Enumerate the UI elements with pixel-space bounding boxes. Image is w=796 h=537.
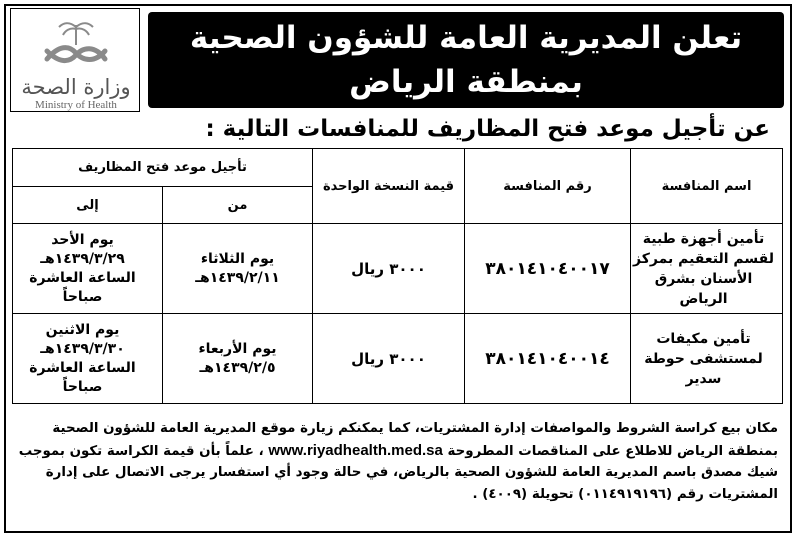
title-line-1: تعلن المديرية العامة للشؤون الصحية [189,20,743,56]
to-date: ١٤٣٩/٣/٢٩هـ [40,250,125,267]
table-header-row [13,149,783,187]
to-time: الساعة العاشرة صباحاً [29,359,136,395]
header-to: إلى [13,187,163,224]
notes-paragraph [18,418,778,505]
notes-text-1: مكان بيع كراسة الشروط والمواصفات إدارة المشتريات، كما يمكنكم زيارة موقع المديرية العامة للشؤون الصحية بمنطقة الرياض للاطلاع على المناقصات المطروحة [52,421,778,459]
table-row [13,314,783,404]
title-banner [148,12,784,108]
tender-name: تأمين مكيفات لمستشفى حوطة سدير [631,314,783,404]
tender-number: ٣٨٠١٤١٠٤٠٠١٤ [465,314,631,404]
to-day: يوم الأحد [51,231,114,248]
header-postpone: تأجيل موعد فتح المظاريف [13,149,313,187]
tenders-table [12,148,783,404]
header-price: قيمة النسخة الواحدة [313,149,465,224]
to-time: الساعة العاشرة صباحاً [29,269,136,305]
from-date: ١٤٣٩/٢/١١هـ [195,269,280,286]
from-day: يوم الثلاثاء [200,250,275,267]
ministry-logo [10,8,140,112]
to-day: يوم الاثنين [45,321,120,338]
logo-arabic-text: وزارة الصحة [21,75,131,99]
palm-swords-logo-icon [39,15,113,75]
tender-name: تأمين أجهزة طبية لقسم التعقيم بمركز الأسنان بشرق الرياض [631,224,783,314]
header [10,8,786,112]
date-to [13,224,163,314]
table-row [13,224,783,314]
tender-price: ٣٠٠٠ ريال [313,224,465,314]
header-number: رقم المنافسة [465,149,631,224]
tender-number: ٣٨٠١٤١٠٤٠٠١٧ [465,224,631,314]
header-from: من [163,187,313,224]
logo-english-text: Ministry of Health [35,99,117,111]
tender-price: ٣٠٠٠ ريال [313,314,465,404]
title-line-2: بمنطقة الرياض [349,64,583,100]
date-from [163,224,313,314]
subtitle: عن تأجيل موعد فتح المظاريف للمنافسات التالية : [205,116,770,142]
to-date: ١٤٣٩/٣/٣٠هـ [40,340,125,357]
website-url: www.riyadhealth.med.sa [268,441,443,459]
header-name: اسم المنافسة [631,149,783,224]
notes-text-2: ، علماً بأن قيمة الكراسة تكون بموجب شيك مصدق باسم المديرية العامة للشؤون الصحية بالرياض، في حالة وجود أي استفسار يرجى الاتصال على إدارة المشتريات رقم (٠١١٤٩١٩١٩٦) تحويلة (٤٠٠٩) . [18,443,778,502]
from-date: ١٤٣٩/٢/٥هـ [199,359,276,376]
date-to [13,314,163,404]
date-from [163,314,313,404]
from-day: يوم الأربعاء [198,340,277,357]
